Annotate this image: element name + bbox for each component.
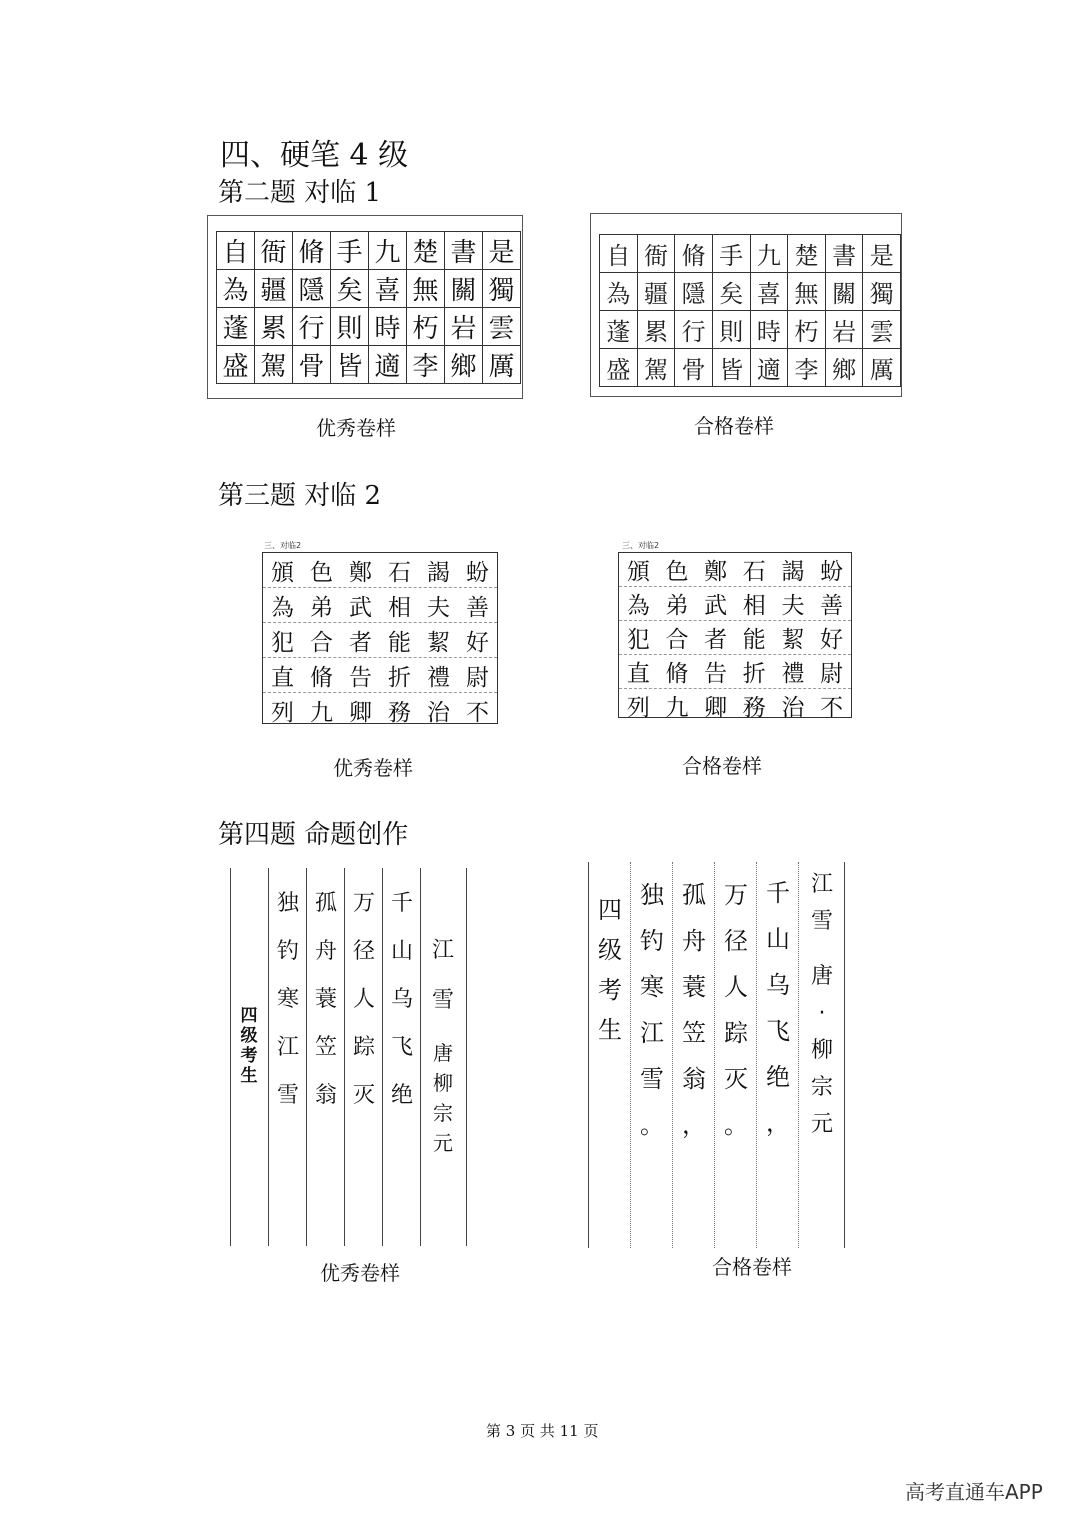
grid-char: 關 xyxy=(825,273,863,311)
grid-char: 隱 xyxy=(675,273,713,311)
grid-char: 脩 xyxy=(675,235,713,273)
copy-char: 直 xyxy=(626,661,650,687)
q4-excellent-author xyxy=(428,1038,458,1158)
vertical-char: 千 xyxy=(766,879,790,907)
q4-excellent-caption: 优秀卷样 xyxy=(320,1261,400,1285)
copy-char: 色 xyxy=(665,559,689,585)
copy-row xyxy=(619,587,851,621)
copy-char: 弟 xyxy=(665,593,689,619)
copy-char: 石 xyxy=(388,559,411,586)
grid-char: 駕 xyxy=(255,346,293,384)
vertical-char: 雪 xyxy=(431,988,454,1013)
vertical-char: 独 xyxy=(640,881,664,909)
q4-pass-line-2 xyxy=(720,872,752,1148)
vertical-char: 绝 xyxy=(766,1063,790,1091)
copy-char: 謁 xyxy=(781,559,805,585)
copy-char: 犯 xyxy=(271,629,294,656)
grid-char: 為 xyxy=(217,270,255,308)
copy-char: 石 xyxy=(742,559,766,585)
copy-char: 為 xyxy=(271,594,294,621)
vertical-char: ， xyxy=(766,1109,790,1137)
vertical-char: 级 xyxy=(240,1026,258,1046)
copy-char: 相 xyxy=(742,593,766,619)
q4-excellent-sample xyxy=(230,868,470,1246)
copy-char: 治 xyxy=(427,699,450,726)
copy-char: 頒 xyxy=(626,559,650,585)
vertical-char: ， xyxy=(682,1111,706,1139)
copy-char: 不 xyxy=(466,699,489,726)
vertical-char: 蓑 xyxy=(314,987,337,1012)
grid-char: 李 xyxy=(407,346,445,384)
copy-char: 鄭 xyxy=(704,559,728,585)
q2-pass-grid xyxy=(599,234,901,387)
grid-char: 自 xyxy=(217,232,255,270)
grid-char: 適 xyxy=(369,346,407,384)
grid-row xyxy=(600,235,901,273)
grid-char: 衙 xyxy=(255,232,293,270)
vertical-char: 唐 xyxy=(810,964,833,989)
copy-char: 弟 xyxy=(310,594,333,621)
grid-char: 則 xyxy=(331,308,369,346)
grid-char: 無 xyxy=(788,273,826,311)
vertical-char: 考 xyxy=(240,1046,258,1066)
q4-title: 第四题 命题创作 xyxy=(218,820,409,850)
grid-char: 累 xyxy=(637,311,675,349)
grid-char: 喜 xyxy=(750,273,788,311)
grid-char: 手 xyxy=(331,232,369,270)
q4-excellent-line-1 xyxy=(388,880,416,1120)
grid-char: 九 xyxy=(369,232,407,270)
grid-char: 手 xyxy=(712,235,750,273)
q2-pass-sample xyxy=(590,213,902,397)
grid-char: 李 xyxy=(788,349,826,387)
copy-char: 好 xyxy=(466,629,489,656)
copy-char: 告 xyxy=(349,664,372,691)
q3-excellent-sample xyxy=(262,552,498,724)
copy-char: 絜 xyxy=(781,627,805,653)
copy-char: 武 xyxy=(349,594,372,621)
copy-char: 夫 xyxy=(781,593,805,619)
copy-char: 者 xyxy=(704,627,728,653)
watermark: 高考直通车APP xyxy=(905,1480,1043,1504)
vertical-char: 唐 xyxy=(433,1041,453,1065)
grid-char: 蓬 xyxy=(600,311,638,349)
copy-char: 頒 xyxy=(271,559,294,586)
vertical-char: 考 xyxy=(598,976,622,1004)
grid-char: 皆 xyxy=(712,349,750,387)
grid-char: 楚 xyxy=(788,235,826,273)
grid-char: 盛 xyxy=(600,349,638,387)
grid-char: 楚 xyxy=(407,232,445,270)
vertical-char: 绝 xyxy=(390,1083,413,1108)
q2-excellent-caption: 优秀卷样 xyxy=(316,416,396,440)
copy-char: 合 xyxy=(665,627,689,653)
grid-row xyxy=(217,232,521,270)
copy-char: 務 xyxy=(742,695,766,721)
copy-char: 鄭 xyxy=(349,559,372,586)
vertical-char: 宗 xyxy=(810,1075,833,1100)
grid-char: 時 xyxy=(750,311,788,349)
vertical-char: 飞 xyxy=(766,1017,790,1045)
vertical-char: 灭 xyxy=(724,1065,748,1093)
grid-char: 盛 xyxy=(217,346,255,384)
grid-char: 是 xyxy=(863,235,901,273)
grid-char: 獨 xyxy=(863,273,901,311)
grid-char: 適 xyxy=(750,349,788,387)
grid-char: 骨 xyxy=(293,346,331,384)
copy-row xyxy=(619,621,851,655)
vertical-char: 江 xyxy=(431,938,454,963)
copy-char: 善 xyxy=(466,594,489,621)
q4-excellent-line-2 xyxy=(350,880,378,1120)
vertical-char: 生 xyxy=(240,1066,258,1086)
q4-excellent-line-4 xyxy=(274,880,302,1120)
grid-char: 九 xyxy=(750,235,788,273)
grid-char: 書 xyxy=(825,235,863,273)
q4-pass-line-4 xyxy=(636,872,668,1148)
copy-row xyxy=(263,588,497,623)
vertical-char: 钓 xyxy=(640,927,664,955)
grid-char: 厲 xyxy=(483,346,521,384)
vertical-char: 元 xyxy=(433,1131,453,1155)
copy-row xyxy=(263,553,497,588)
grid-char: 書 xyxy=(445,232,483,270)
grid-char: 矣 xyxy=(331,270,369,308)
vertical-char: 万 xyxy=(724,881,748,909)
vertical-char: 钓 xyxy=(276,939,299,964)
grid-char: 行 xyxy=(293,308,331,346)
q3-pass-label: 三、对临2 xyxy=(622,541,660,550)
copy-char: 絜 xyxy=(427,629,450,656)
vertical-char: 寒 xyxy=(276,987,299,1012)
copy-char: 蚡 xyxy=(820,559,844,585)
copy-char: 九 xyxy=(310,699,333,726)
grid-char: 雲 xyxy=(483,308,521,346)
copy-char: 武 xyxy=(704,593,728,619)
q3-excellent-caption: 优秀卷样 xyxy=(333,756,413,780)
copy-char: 者 xyxy=(349,629,372,656)
section-heading: 四、硬笔 4 级 xyxy=(220,138,409,173)
copy-char: 蚡 xyxy=(466,559,489,586)
vertical-char: 山 xyxy=(390,939,413,964)
copy-char: 謁 xyxy=(427,559,450,586)
vertical-char: 四 xyxy=(240,1006,258,1026)
copy-row xyxy=(619,689,851,722)
vertical-char: 笠 xyxy=(682,1019,706,1047)
vertical-char: 独 xyxy=(276,891,299,916)
q4-pass-signature xyxy=(596,890,624,1050)
q3-pass-caption: 合格卷样 xyxy=(682,754,762,778)
q2-excellent-sample xyxy=(207,215,523,399)
grid-char: 行 xyxy=(675,311,713,349)
copy-char: 卿 xyxy=(704,695,728,721)
q4-pass-line-1 xyxy=(762,870,794,1146)
vertical-char: 寒 xyxy=(640,973,664,1001)
grid-char: 關 xyxy=(445,270,483,308)
copy-char: 色 xyxy=(310,559,333,586)
grid-char: 鄉 xyxy=(445,346,483,384)
grid-char: 疆 xyxy=(255,270,293,308)
copy-char: 善 xyxy=(820,593,844,619)
vertical-char: 柳 xyxy=(810,1038,833,1063)
vertical-char: 舟 xyxy=(682,927,706,955)
vertical-char: 笠 xyxy=(314,1035,337,1060)
vertical-char: 江 xyxy=(640,1019,664,1047)
vertical-char: 柳 xyxy=(433,1071,453,1095)
copy-char: 卿 xyxy=(349,699,372,726)
copy-char: 折 xyxy=(742,661,766,687)
vertical-char: 飞 xyxy=(390,1035,413,1060)
copy-char: 夫 xyxy=(427,594,450,621)
vertical-char: 级 xyxy=(598,936,622,964)
copy-char: 好 xyxy=(820,627,844,653)
copy-char: 禮 xyxy=(781,661,805,687)
copy-char: 列 xyxy=(626,695,650,721)
q4-excellent-poem-title xyxy=(428,926,458,1026)
q3-title: 第三题 对临 2 xyxy=(218,481,382,511)
vertical-char: 人 xyxy=(724,973,748,1001)
grid-char: 自 xyxy=(600,235,638,273)
vertical-char: 径 xyxy=(724,927,748,955)
vertical-char: 宗 xyxy=(433,1101,453,1125)
vertical-char: 雪 xyxy=(276,1083,299,1108)
grid-char: 脩 xyxy=(293,232,331,270)
grid-char: 衙 xyxy=(637,235,675,273)
copy-char: 折 xyxy=(388,664,411,691)
copy-char: 合 xyxy=(310,629,333,656)
grid-char: 蓬 xyxy=(217,308,255,346)
grid-char: 皆 xyxy=(331,346,369,384)
grid-char: 岩 xyxy=(445,308,483,346)
copy-char: 犯 xyxy=(626,627,650,653)
vertical-char: · xyxy=(818,1001,826,1026)
grid-row xyxy=(217,270,521,308)
vertical-char: 雪 xyxy=(640,1065,664,1093)
grid-row xyxy=(217,308,521,346)
grid-char: 岩 xyxy=(825,311,863,349)
vertical-char: 舟 xyxy=(314,939,337,964)
copy-row xyxy=(619,553,851,587)
q4-excellent-line-3 xyxy=(312,880,340,1120)
copy-char: 禮 xyxy=(427,664,450,691)
grid-char: 時 xyxy=(369,308,407,346)
vertical-char: 万 xyxy=(352,891,375,916)
vertical-char: 乌 xyxy=(390,987,413,1012)
grid-char: 駕 xyxy=(637,349,675,387)
copy-row xyxy=(263,693,497,727)
copy-char: 尉 xyxy=(820,661,844,687)
vertical-char: 径 xyxy=(352,939,375,964)
q4-pass-line-3 xyxy=(678,872,710,1148)
copy-char: 尉 xyxy=(466,664,489,691)
copy-char: 列 xyxy=(271,699,294,726)
vertical-char: 千 xyxy=(390,891,413,916)
grid-char: 獨 xyxy=(483,270,521,308)
grid-char: 朽 xyxy=(788,311,826,349)
vertical-char: 生 xyxy=(598,1016,622,1044)
vertical-char: 踪 xyxy=(352,1035,375,1060)
grid-char: 疆 xyxy=(637,273,675,311)
copy-char: 能 xyxy=(388,629,411,656)
vertical-char: 乌 xyxy=(766,971,790,999)
grid-char: 是 xyxy=(483,232,521,270)
copy-char: 九 xyxy=(665,695,689,721)
copy-char: 治 xyxy=(781,695,805,721)
copy-char: 相 xyxy=(388,594,411,621)
vertical-char: 蓑 xyxy=(682,973,706,1001)
grid-char: 為 xyxy=(600,273,638,311)
vertical-char: 四 xyxy=(598,896,622,924)
grid-char: 朽 xyxy=(407,308,445,346)
q3-pass-sample xyxy=(618,552,852,721)
grid-char: 隱 xyxy=(293,270,331,308)
copy-char: 告 xyxy=(704,661,728,687)
vertical-char: 。 xyxy=(724,1111,748,1139)
vertical-char: 江 xyxy=(810,872,833,897)
q2-title: 第二题 对临 1 xyxy=(218,178,382,208)
vertical-char: 人 xyxy=(352,987,375,1012)
vertical-char: 元 xyxy=(810,1112,833,1137)
q2-pass-caption: 合格卷样 xyxy=(694,414,774,438)
vertical-char: 山 xyxy=(766,925,790,953)
copy-char: 不 xyxy=(820,695,844,721)
q4-pass-sample xyxy=(588,862,848,1248)
grid-char: 鄉 xyxy=(825,349,863,387)
vertical-char: 。 xyxy=(640,1111,664,1139)
copy-char: 脩 xyxy=(310,664,333,691)
q3-excellent-label: 三、对临2 xyxy=(264,541,302,550)
grid-char: 雲 xyxy=(863,311,901,349)
copy-char: 脩 xyxy=(665,661,689,687)
grid-char: 累 xyxy=(255,308,293,346)
vertical-char: 江 xyxy=(276,1035,299,1060)
vertical-char: 踪 xyxy=(724,1019,748,1047)
grid-row xyxy=(600,349,901,387)
grid-row xyxy=(217,346,521,384)
copy-char: 直 xyxy=(271,664,294,691)
page-footer: 第 3 页 共 11 页 xyxy=(486,1422,599,1440)
vertical-char: 翁 xyxy=(682,1065,706,1093)
grid-char: 喜 xyxy=(369,270,407,308)
q2-excellent-grid xyxy=(216,231,521,384)
grid-char: 矣 xyxy=(712,273,750,311)
grid-char: 骨 xyxy=(675,349,713,387)
grid-row xyxy=(600,273,901,311)
vertical-char: 孤 xyxy=(314,891,337,916)
copy-char: 務 xyxy=(388,699,411,726)
vertical-char: 灭 xyxy=(352,1083,375,1108)
copy-row xyxy=(263,623,497,658)
grid-char: 則 xyxy=(712,311,750,349)
vertical-char: 孤 xyxy=(682,881,706,909)
q4-pass-caption: 合格卷样 xyxy=(712,1255,792,1279)
vertical-char: 雪 xyxy=(810,909,833,934)
grid-char: 厲 xyxy=(863,349,901,387)
grid-char: 無 xyxy=(407,270,445,308)
q4-excellent-signature xyxy=(236,1006,262,1086)
grid-row xyxy=(600,311,901,349)
q4-pass-title-author xyxy=(806,866,838,1143)
copy-row xyxy=(263,658,497,693)
copy-row xyxy=(619,655,851,689)
copy-char: 為 xyxy=(626,593,650,619)
vertical-char: 翁 xyxy=(314,1083,337,1108)
copy-char: 能 xyxy=(742,627,766,653)
